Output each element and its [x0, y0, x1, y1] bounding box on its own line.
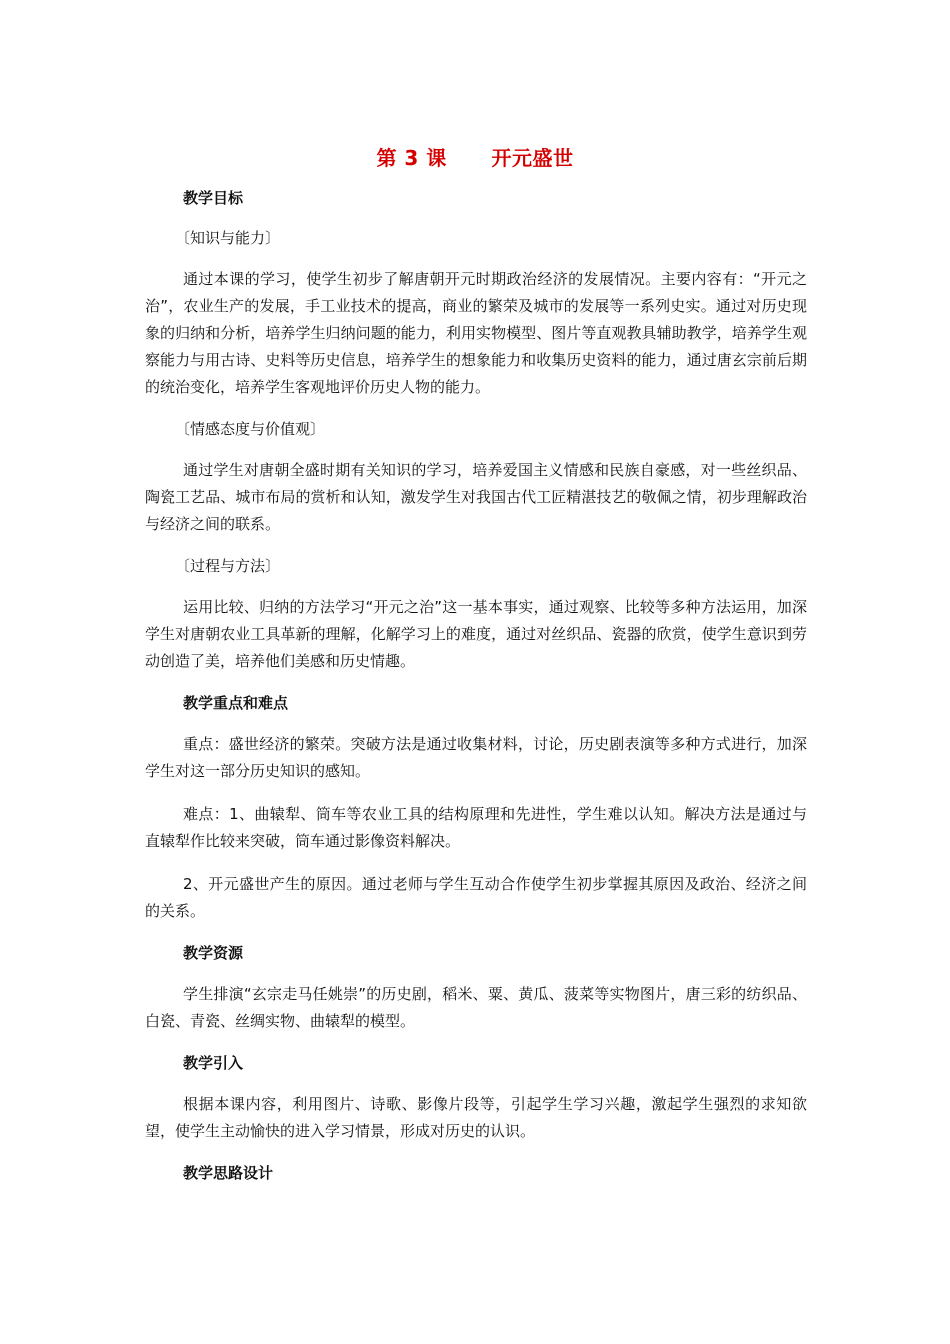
- paragraph-emotion: 通过学生对唐朝全盛时期有关知识的学习，培养爱国主义情感和民族自豪感，对一些丝织品、陶瓷工艺品、城市布局的赏析和认知，激发学生对我国古代工匠精湛技艺的敬佩之情，初步理解政治与经济之间的联系。: [145, 461, 807, 533]
- lesson-title: 第 3 课 开元盛世: [376, 146, 574, 170]
- document-body: [145, 186, 807, 1185]
- subheading-knowledge: 〔知识与能力〕: [175, 229, 281, 247]
- section-heading-goals: 教学目标: [183, 189, 244, 207]
- paragraph-difficult-2: 2、开元盛世产生的原因。通过老师与学生互动合作使学生初步掌握其原因及政治、经济之间的关系。: [145, 875, 807, 920]
- section-heading-intro: 教学引入: [183, 1054, 244, 1072]
- paragraph-key: 重点：盛世经济的繁荣。突破方法是通过收集材料，讨论，历史剧表演等多种方式进行，加深学生对这一部分历史知识的感知。: [145, 735, 807, 780]
- section-heading-design: 教学思路设计: [183, 1164, 274, 1182]
- paragraph-intro: 根据本课内容，利用图片、诗歌、影像片段等，引起学生学习兴趣，激起学生强烈的求知欲望，使学生主动愉快的进入学习情景，形成对历史的认识。: [145, 1095, 807, 1140]
- section-heading-keypoints: 教学重点和难点: [183, 694, 289, 712]
- section-heading-resources: 教学资源: [183, 944, 244, 962]
- paragraph-process: 运用比较、归纳的方法学习“开元之治”这一基本事实，通过观察、比较等多种方法运用，加深学生对唐朝农业工具革新的理解，化解学习上的难度，通过对丝织品、瓷器的欣赏，使学生意识到劳动创造了美，培养他们美感和历史情趣。: [145, 598, 807, 670]
- paragraph-difficult-1: 难点：1、曲辕犁、筒车等农业工具的结构原理和先进性，学生难以认知。解决方法是通过与直辕犁作比较来突破，筒车通过影像资料解决。: [145, 805, 807, 850]
- subheading-process: 〔过程与方法〕: [175, 557, 281, 575]
- paragraph-knowledge: 通过本课的学习，使学生初步了解唐朝开元时期政治经济的发展情况。主要内容有：“开元之治”，农业生产的发展，手工业技术的提高，商业的繁荣及城市的发展等一系列史实。通过对历史现象的归纳和分析，培养学生归纳问题的能力，利用实物模型、图片等直观教具辅助教学，培养学生观察能力与用古诗、史料等历史信息，培养学生的想象能力和收集历史资料的能力，通过唐玄宗前后期的统治变化，培养学生客观地评价历史人物的能力。: [145, 270, 807, 396]
- paragraph-resources: 学生排演“玄宗走马任姚崇”的历史剧，稻米、粟、黄瓜、菠菜等实物图片，唐三彩的纺织品、白瓷、青瓷、丝绸实物、曲辕犁的模型。: [145, 985, 807, 1030]
- subheading-emotion: 〔情感态度与价值观〕: [175, 420, 326, 438]
